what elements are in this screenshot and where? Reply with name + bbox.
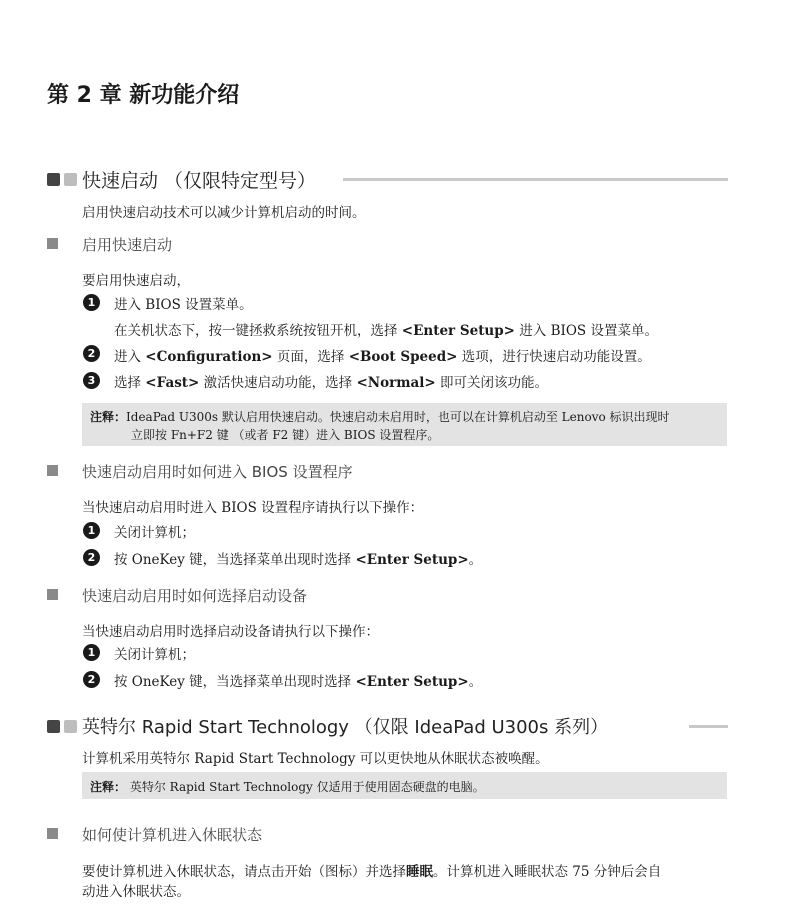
square-bullet-icon: [47, 465, 58, 476]
step-text: 进入 BIOS 设置菜单。: [114, 297, 253, 313]
paragraph-line: 动进入休眠状态。: [82, 884, 190, 900]
step-number-1-icon: 1: [83, 294, 100, 311]
section-marker-icon: [47, 720, 85, 734]
note-text: 立即按 Fn+F2 键 （或者 F2 键）进入 BIOS 设置程序。: [131, 428, 440, 442]
section-marker-icon: [47, 173, 85, 187]
section-rule: [689, 725, 728, 728]
square-bullet-icon: [47, 828, 58, 839]
step-detail: 在关机状态下，按一键拯救系统按钮开机，选择 <Enter Setup> 进入 BIOS 设置菜单。: [114, 323, 658, 339]
lead-text: 当快速启动启用时进入 BIOS 设置程序请执行以下操作：: [82, 500, 424, 516]
step-text: 按 OneKey 键，当选择菜单出现时选择 <Enter Setup>。: [114, 552, 483, 568]
section-intro: 启用快速启动技术可以减少计算机启动的时间。: [82, 205, 366, 221]
section-intro: 计算机采用英特尔 Rapid Start Technology 可以更快地从休眠状态被唤醒。: [82, 751, 549, 767]
section-title-fast-boot: 快速启动 （仅限特定型号）: [82, 170, 317, 192]
note-box: [82, 403, 727, 446]
step-number-2-icon: 2: [83, 549, 100, 566]
square-bullet-icon: [47, 589, 58, 600]
subsection-title: 启用快速启动: [82, 236, 173, 254]
chapter-title: 第 2 章 新功能介绍: [47, 83, 240, 108]
section-rule: [343, 178, 728, 181]
lead-text: 当快速启动启用时选择启动设备请执行以下操作：: [82, 624, 379, 640]
note-label: 注释：: [90, 780, 127, 794]
note-text: IdeaPad U300s 默认启用快速启动。快速启动未启用时，也可以在计算机启动至 Lenovo 标识出现时: [126, 410, 670, 424]
step-text: 关闭计算机；: [114, 525, 195, 541]
lead-text: 要启用快速启动，: [82, 273, 190, 289]
section-title-rapid-start: 英特尔 Rapid Start Technology （仅限 IdeaPad U300s 系列）: [82, 717, 609, 738]
step-text: 按 OneKey 键，当选择菜单出现时选择 <Enter Setup>。: [114, 674, 483, 690]
step-number-1-icon: 1: [83, 644, 100, 661]
step-number-1-icon: 1: [83, 522, 100, 539]
subsection-title: 快速启动启用时如何进入 BIOS 设置程序: [82, 463, 353, 481]
note-box: [82, 772, 727, 799]
paragraph-line: 要使计算机进入休眠状态，请点击开始（图标）并选择睡眠。计算机进入睡眠状态 75 分钟后会自: [82, 864, 662, 880]
note-text: 英特尔 Rapid Start Technology 仅适用于使用固态硬盘的电脑。: [126, 780, 485, 794]
step-text: 选择 <Fast> 激活快速启动功能，选择 <Normal> 即可关闭该功能。: [114, 375, 548, 391]
step-number-2-icon: 2: [83, 345, 100, 362]
step-number-2-icon: 2: [83, 671, 100, 688]
subsection-title: 快速启动启用时如何选择启动设备: [82, 587, 308, 605]
square-bullet-icon: [47, 238, 58, 249]
subsection-title: 如何使计算机进入休眠状态: [82, 826, 263, 844]
note-label: 注释：: [90, 410, 127, 424]
step-text: 关闭计算机；: [114, 647, 195, 663]
step-text: 进入 <Configuration> 页面，选择 <Boot Speed> 选项，进行快速启动功能设置。: [114, 349, 651, 365]
step-number-3-icon: 3: [83, 372, 100, 389]
